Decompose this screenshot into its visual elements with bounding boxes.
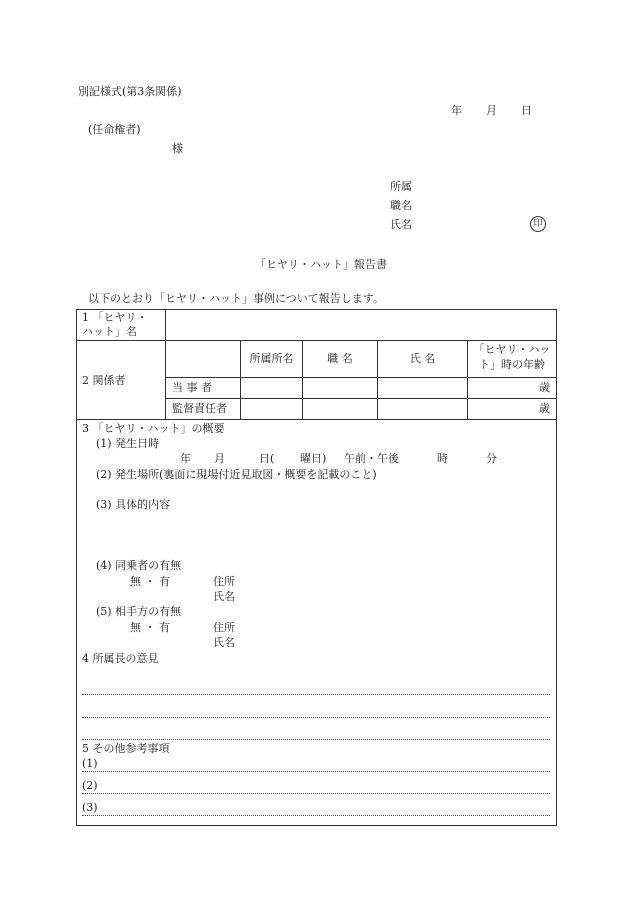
section3-date-heading: (1) 発生日時 bbox=[96, 437, 160, 450]
sama-label: 様 bbox=[172, 142, 183, 155]
passenger-address-label: 住所 bbox=[213, 575, 235, 588]
section5-line-3 bbox=[82, 815, 550, 816]
other-party-address-label: 住所 bbox=[213, 621, 235, 634]
other-party-choice: 無 ・ 有 bbox=[130, 621, 170, 634]
appointer-label: (任命権者) bbox=[88, 123, 141, 136]
other-party-heading: (5) 相手方の有無 bbox=[96, 605, 182, 618]
row-age-unit-supervisor: 歳 bbox=[539, 402, 550, 415]
section5-line-1 bbox=[82, 771, 550, 772]
report-title: 「ヒヤリ・ハット」報告書 bbox=[255, 258, 387, 271]
passenger-name-label: 氏名 bbox=[213, 590, 235, 603]
col-header-affiliation: 所属所名 bbox=[249, 352, 294, 365]
passenger-choice: 無 ・ 有 bbox=[130, 575, 170, 588]
section1-label-line2: ハット」名 bbox=[82, 325, 137, 338]
section5-item-1: (1) bbox=[82, 757, 98, 770]
section2-label: 2 関係者 bbox=[82, 374, 126, 387]
other-party-name-label: 氏名 bbox=[213, 636, 235, 649]
opinion-line-2 bbox=[82, 717, 550, 718]
date-ampm: 午前・午後 bbox=[344, 452, 399, 465]
row-age-unit-party: 歳 bbox=[539, 381, 550, 394]
opinion-line-3 bbox=[82, 739, 550, 740]
section5-line-2 bbox=[82, 793, 550, 794]
seal-mark-icon: 印 bbox=[530, 216, 546, 232]
section1-label-line1: 1 「ヒヤリ・ bbox=[82, 311, 148, 324]
date-day-label: 日 bbox=[521, 104, 532, 117]
date-hour: 時 bbox=[437, 452, 448, 465]
date-weekday: 曜日) bbox=[300, 452, 327, 465]
section4-title: 4 所属長の意見 bbox=[82, 652, 159, 665]
date-minute: 分 bbox=[486, 452, 497, 465]
date-year-label: 年 bbox=[451, 104, 462, 117]
intro-text: 以下のとおり「ヒヤリ・ハット」事例について報告します。 bbox=[88, 292, 384, 305]
col-header-age-line1: 「ヒヤリ・ハッ bbox=[473, 343, 551, 356]
submitter-affiliation-label: 所属 bbox=[390, 180, 412, 193]
col-header-position: 職 名 bbox=[327, 352, 353, 365]
date-month-label: 月 bbox=[486, 104, 497, 117]
passenger-heading: (4) 同乗者の有無 bbox=[96, 559, 182, 572]
section3-place: (2) 発生場所(裏面に現場付近見取図・概要を記載のこと) bbox=[96, 468, 377, 481]
date-day: 日( bbox=[259, 452, 275, 465]
submitter-position-label: 職名 bbox=[390, 199, 412, 212]
form-title: 別記様式(第3条関係) bbox=[78, 85, 182, 98]
date-year: 年 bbox=[180, 452, 191, 465]
opinion-line-1 bbox=[82, 694, 550, 695]
row-role-supervisor: 監督責任者 bbox=[172, 402, 227, 415]
submitter-name-label: 氏名 bbox=[390, 218, 412, 231]
section5-title: 5 その他参考事項 bbox=[82, 742, 170, 755]
date-month: 月 bbox=[214, 452, 225, 465]
section5-item-3: (3) bbox=[82, 801, 98, 814]
section3-title: 3 「ヒヤリ・ハット」の概要 bbox=[82, 422, 225, 435]
section5-item-2: (2) bbox=[82, 779, 98, 792]
row-role-party: 当 事 者 bbox=[172, 381, 212, 394]
col-header-name: 氏 名 bbox=[409, 352, 436, 365]
col-header-age-line2: ト」時の年齢 bbox=[479, 358, 545, 371]
section3-details: (3) 具体的内容 bbox=[96, 498, 171, 511]
